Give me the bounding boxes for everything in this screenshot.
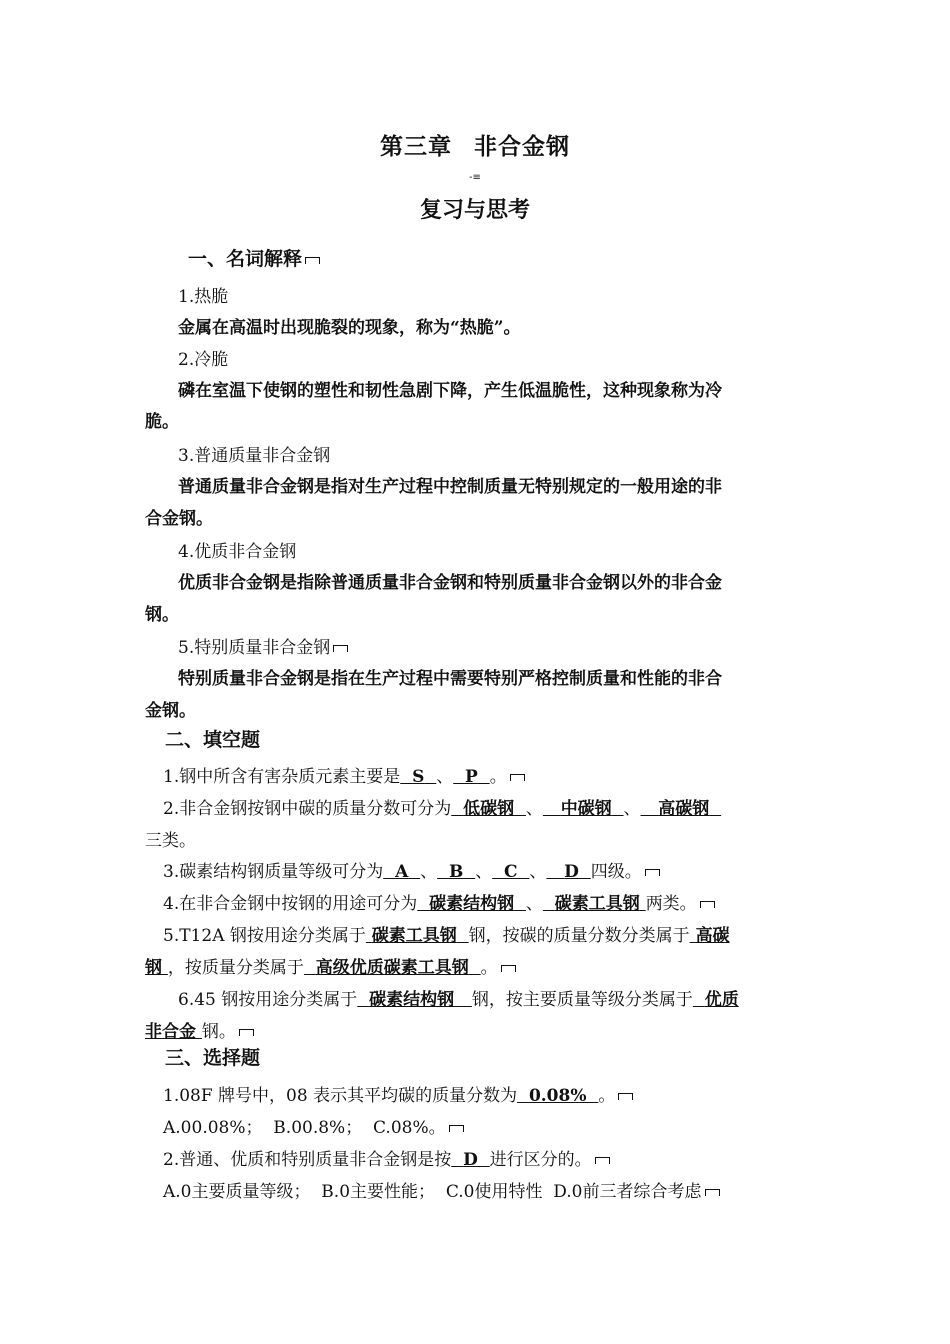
fill-question: 1.钢中所含有害杂质元素主要是 S 、 P 。 bbox=[163, 762, 525, 787]
choice-question: 1.08F 牌号中，08 表示其平均碳的质量分数为 0.08% 。 bbox=[163, 1081, 633, 1106]
return-mark-icon bbox=[239, 1029, 254, 1036]
term: 4.优质非合金钢 bbox=[178, 542, 297, 562]
fill-question: 5.T12A 钢按用途分类属于 碳素工具钢 钢，按碳的质量分数分类属于 高碳 bbox=[163, 926, 730, 946]
fill-question: 3.碳素结构钢质量等级可分为 A 、 B 、 C 、 D 四级。 bbox=[163, 857, 660, 882]
definition: 金属在高温时出现脆裂的现象，称为“热脆”。 bbox=[178, 318, 521, 338]
choice-options: A.0主要质量等级； B.0主要性能； C.0使用特性 D.0前三者综合考虑 bbox=[163, 1177, 720, 1202]
definition: 脆。 bbox=[145, 412, 179, 432]
fill-question-cont: 三类。 bbox=[145, 831, 196, 851]
return-mark-icon bbox=[700, 901, 715, 908]
return-mark-icon bbox=[510, 774, 525, 781]
return-mark-icon bbox=[333, 645, 348, 652]
fill-question-cont: 非合金 钢。 bbox=[145, 1017, 254, 1042]
fill-question-cont: 钢 ，按质量分类属于 高级优质碳素工具钢 。 bbox=[145, 953, 516, 978]
definition: 特别质量非合金钢是指在生产过程中需要特别严格控制质量和性能的非合 bbox=[178, 669, 722, 689]
section-heading: 一、名词解释 bbox=[188, 244, 320, 271]
return-mark-icon bbox=[618, 1093, 633, 1100]
term: 5.特别质量非合金钢 bbox=[178, 633, 348, 658]
choice-question: 2.普通、优质和特别质量非合金钢是按 D 进行区分的。 bbox=[163, 1145, 610, 1170]
definition: 金钢。 bbox=[145, 701, 196, 721]
term: 2.冷脆 bbox=[178, 350, 229, 370]
term: 1.热脆 bbox=[178, 287, 229, 307]
return-mark-icon bbox=[705, 1189, 720, 1196]
definition: 磷在室温下使钢的塑性和韧性急剧下降，产生低温脆性，这种现象称为冷 bbox=[178, 381, 722, 401]
choice-options: A.00.08%； B.00.8%； C.08%。 bbox=[163, 1113, 464, 1138]
section-heading: 三、选择题 bbox=[165, 1047, 261, 1069]
return-mark-icon bbox=[449, 1125, 464, 1132]
return-mark-icon bbox=[645, 869, 660, 876]
chapter-title: 第三章 非合金钢 bbox=[380, 133, 570, 160]
definition: 钢。 bbox=[145, 605, 179, 625]
fill-question: 6.45 钢按用途分类属于 碳素结构钢 钢，按主要质量等级分类属于 优质 bbox=[178, 990, 739, 1010]
definition: 普通质量非合金钢是指对生产过程中控制质量无特别规定的一般用途的非 bbox=[178, 477, 722, 497]
fill-question: 2.非合金钢按钢中碳的质量分数可分为 低碳钢 、 中碳钢 、 高碳钢 bbox=[163, 799, 710, 819]
return-mark-icon bbox=[305, 257, 320, 264]
definition: 合金钢。 bbox=[145, 509, 213, 529]
small-mark: -≡ bbox=[469, 172, 481, 183]
return-mark-icon bbox=[595, 1157, 610, 1164]
return-mark-icon bbox=[501, 965, 516, 972]
fill-question: 4.在非合金钢中按钢的用途可分为 碳素结构钢 、 碳素工具钢 两类。 bbox=[163, 889, 715, 914]
section-heading: 二、填空题 bbox=[165, 729, 261, 751]
section-subtitle: 复习与思考 bbox=[419, 197, 530, 223]
term: 3.普通质量非合金钢 bbox=[178, 446, 331, 466]
definition: 优质非合金钢是指除普通质量非合金钢和特别质量非合金钢以外的非合金 bbox=[178, 573, 722, 593]
